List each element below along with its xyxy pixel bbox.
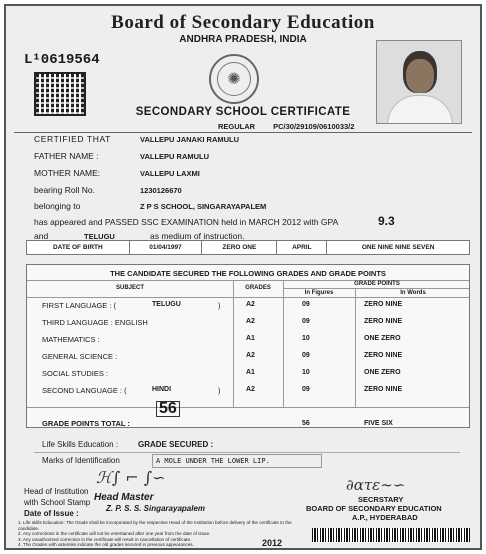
dob-year-words: ONE NINE NINE SEVEN [327, 241, 470, 255]
grade-value: A2 [246, 386, 255, 393]
mother-name: VALLEPU LAXMI [140, 169, 200, 178]
grades-heading: THE CANDIDATE SECURED THE FOLLOWING GRADES AND GRADE POINTS [110, 269, 386, 278]
grade-subject: SECOND LANGUAGE : ( [42, 386, 127, 395]
grade-language: TELUGU [152, 301, 181, 308]
regular-line [218, 122, 354, 131]
father-name: VALLEPU RAMULU [140, 152, 210, 161]
dob-date: 01/04/1997 [129, 241, 202, 255]
grade-words: ZERO NINE [364, 352, 403, 359]
belonging-label: belonging to [34, 201, 81, 211]
fine-print-line: 1. Life skills Education: The Grade shall be incorporated by the respective Head of the Institution before delivery of the certificate to the candidate. [18, 520, 292, 531]
medium-text: as medium of instruction. [150, 231, 245, 241]
life-skills-label: Life Skills Education : [42, 440, 119, 449]
grades-table [26, 264, 470, 428]
grade-words: ONE ZERO [364, 335, 401, 342]
fine-print [18, 520, 296, 548]
fine-print-line: 4. The Grades with asterisks indicate the old grades secured in previous appearances. [18, 542, 194, 548]
total-label: GRADE POINTS TOTAL : [42, 419, 130, 428]
grade-subject: MATHEMATICS : [42, 335, 100, 344]
grade-value: A2 [246, 352, 255, 359]
total-big: 56 [156, 401, 180, 417]
gpa-value: 9.3 [378, 214, 395, 228]
dob-label: DATE OF BIRTH [27, 241, 130, 255]
reference-number: PC/30/29109/0610033/2 [273, 122, 355, 131]
regular-label: REGULAR [218, 122, 256, 131]
col-words: In Words [400, 290, 426, 296]
grade-subject: THIRD LANGUAGE : ENGLISH [42, 318, 148, 327]
grade-bracket: ) [218, 386, 221, 395]
secretary-title: SECRSTARY [358, 495, 404, 504]
grade-language: HINDI [152, 386, 172, 393]
roll-label: bearing Roll No. [34, 185, 95, 195]
head-label: Head of Institution [24, 487, 89, 496]
candidate-name: VALLEPU JANAKI RAMULU [140, 135, 240, 144]
father-label: FATHER NAME : [34, 151, 99, 161]
fine-print-line: 3. Any unauthorized correction in the certificate will result in cancellation of certificate. [18, 536, 192, 542]
grade-subject: FIRST LANGUAGE : ( [42, 301, 117, 310]
grade-words: ZERO NINE [364, 301, 403, 308]
serial-number: L¹0619564 [24, 52, 100, 68]
certified-label: CERTIFIED THAT [34, 134, 111, 144]
col-subject: SUBJECT [115, 285, 144, 291]
board-emblem-icon: ✺ [209, 54, 259, 104]
marks-value: A MOLE UNDER THE LOWER LIP. [152, 454, 322, 468]
grade-value: A2 [246, 318, 255, 325]
head-master-stamp: Head Master [94, 492, 154, 503]
dob-day-words: ZERO ONE [202, 241, 277, 255]
divider [14, 132, 472, 133]
marks-label: Marks of Identification [42, 456, 120, 465]
issue-year: 2012 [262, 538, 283, 548]
grade-value: A1 [246, 369, 255, 376]
roll-number: 1230126670 [140, 186, 182, 195]
col-grades: GRADES [245, 285, 271, 291]
grade-words: ONE ZERO [364, 369, 401, 376]
certificate [4, 4, 482, 550]
grade-subject: SOCIAL STUDIES : [42, 369, 108, 378]
date-issue-label: Date of Issue : [24, 509, 79, 518]
col-grade-points: GRADE POINTS [354, 281, 400, 287]
certificate-title: SECONDARY SCHOOL CERTIFICATE [135, 106, 351, 118]
board-footer: BOARD OF SECONDARY EDUCATION [306, 504, 442, 513]
mother-label: MOTHER NAME: [34, 168, 101, 178]
grade-figures: 09 [302, 318, 310, 325]
grade-words: ZERO NINE [364, 386, 403, 393]
state-name: ANDHRA PRADESH, INDIA [179, 34, 307, 45]
grade-figures: 10 [302, 335, 310, 342]
secretary-signature-icon: ∂ατε∼∽ [346, 476, 406, 494]
grade-subject: GENERAL SCIENCE : [42, 352, 118, 361]
total-words: FIVE SIX [364, 420, 393, 427]
grade-value: A2 [246, 301, 255, 308]
grade-figures: 09 [302, 352, 310, 359]
grade-value: A1 [246, 335, 255, 342]
grade-bracket: ) [218, 301, 221, 310]
medium-value: TELUGU [84, 232, 115, 241]
total-figures: 56 [302, 420, 310, 427]
passed-text: has appeared and PASSED SSC EXAMINATION held in MARCH 2012 with GPA [34, 217, 339, 227]
grade-words: ZERO NINE [364, 318, 403, 325]
grade-figures: 09 [302, 386, 310, 393]
grade-figures: 09 [302, 301, 310, 308]
date-of-birth-table [26, 240, 470, 255]
school-name: Z P S SCHOOL, SINGARAYAPALEM [140, 202, 267, 211]
head-signature-icon: ℋ∫ ⌐ ∫∽ [96, 468, 166, 487]
school-stamp-label: with School Stamp [24, 498, 91, 507]
fine-print-line: 2. Any corrections in the certificate will not be entertained after one year from the date of issue. [18, 531, 211, 537]
barcode-icon [312, 528, 470, 542]
grade-figures: 10 [302, 369, 310, 376]
and-label: and [34, 231, 49, 241]
zpss-stamp: Z. P. S. S. Singarayapalem [106, 504, 206, 513]
col-figures: In Figures [304, 290, 334, 296]
dob-month-words: APRIL [277, 241, 327, 255]
grade-secured-label: GRADE SECURED : [138, 440, 214, 449]
board-title: Board of Secondary Education [111, 12, 375, 33]
city: A.P., HYDERABAD [352, 513, 418, 522]
